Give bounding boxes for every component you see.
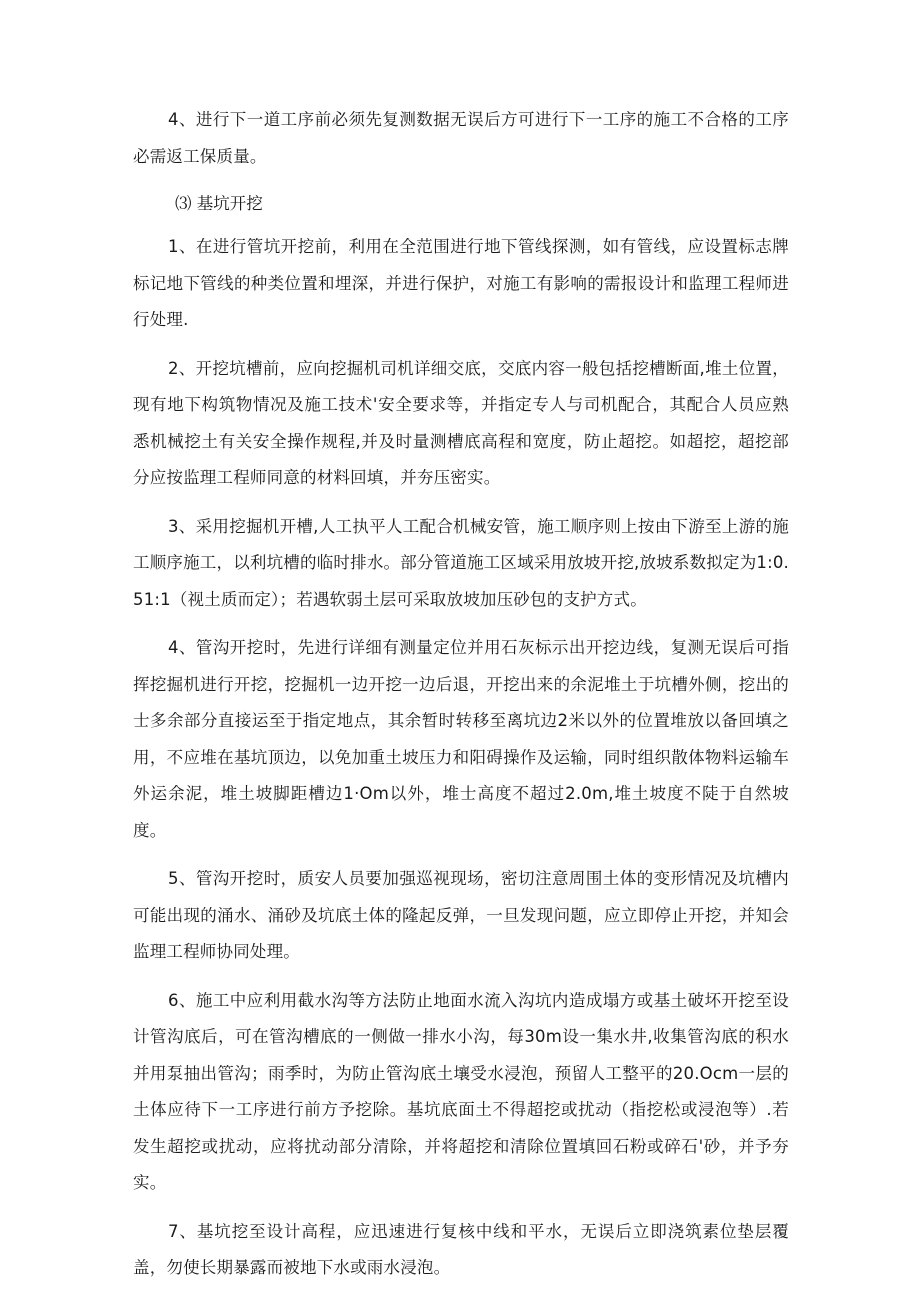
paragraph-item-5-inspection: 5、管沟开挖时，质安人员要加强巡视现场，密切注意周围土体的变形情况及坑槽内可能出现的涌水、涌砂及坑底土体的隆起反弹，一旦发现问题，应立即停止开挖，并知会监理工程师协同处理。 [133,869,789,961]
paragraph-item-4-trench: 4、管沟开挖时，先进行详细有测量定位并用石灰标示出开挖边线，复测无误后可指挥挖掘机进行开挖，挖掘机一边开挖一边后退，开挖出来的余泥堆土于坑槽外侧，挖出的士多余部分直接运至于指定地点，其余暂时转移至离坑边2米以外的位置堆放以备回填之用，不应堆在基坑顶边，以免加重土坡压力和阳碍操作及运输，同时组织散体物料运输车外运余泥，堆土坡脚距槽边1·Om以外，堆士高度不超过2.0m,堆土坡度不陡于自然坡度。 [133,638,789,840]
paragraph-item-2-briefing: 2、开挖坑槽前，应向挖掘机司机详细交底，交底内容一般包括挖槽断面,堆土位置，现有地下构筑物情况及施工技术'安全要求等，并指定专人与司机配合，其配合人员应熟悉机械挖土有关安全操作规程,并及时量测槽底高程和宽度，防止超挖。如超挖，超挖部分应按监理工程师同意的材料回填，并夯压密实。 [133,358,789,487]
paragraph-item-7-cushion: 7、基坑挖至设计高程，应迅速进行复核中线和平水，无误后立即浇筑素位垫层覆盖，勿使长期暴露而被地下水或雨水浸泡。 [133,1221,789,1277]
paragraph-item-1-pipeline-survey: 1、在进行管坑开挖前，利用在全范围进行地下管线探测，如有管线，应设置标志牌标记地下管线的种类位置和埋深，并进行保护，对施工有影响的需报设计和监理工程师进行处理. [133,237,789,329]
section-heading-excavation: ⑶ 基坑开挖 [175,194,263,213]
document-page [133,102,789,1299]
paragraph-item-3-excavator: 3、采用挖掘机开槽,人工执平人工配合机械安管，施工顺序则上按由下游至上游的施工顺序施工，以利坑槽的临时排水。部分管道施工区域采用放坡开挖,放坡系数拟定为1:0.51:1（视土质而定）；若遇软弱土层可采取放坡加压砂包的支护方式。 [133,516,789,609]
paragraph-item-6-drainage: 6、施工中应利用截水沟等方法防止地面水流入沟坑内造成塌方或基土破坏开挖至设计管沟底后，可在管沟槽底的一侧做一排水小沟，每30m设一集水井,收集管沟底的积水并用泵抽出管沟；雨季时，为防止管沟底土壤受水浸泡，预留人工整平的20.Ocm一层的土体应待下一工序进行前方予挖除。基坑底面土不得超挖或扰动（指挖松或浸泡等）.若发生超挖或扰动，应将扰动部分清除，并将超挖和清除位置填回石粉或碎石'砂，并予夯实。 [133,990,789,1192]
paragraph-item-4-rework: 4、进行下一道工序前必须先复测数据无误后方可进行下一工序的施工不合格的工序必需返工保质量。 [133,110,789,166]
